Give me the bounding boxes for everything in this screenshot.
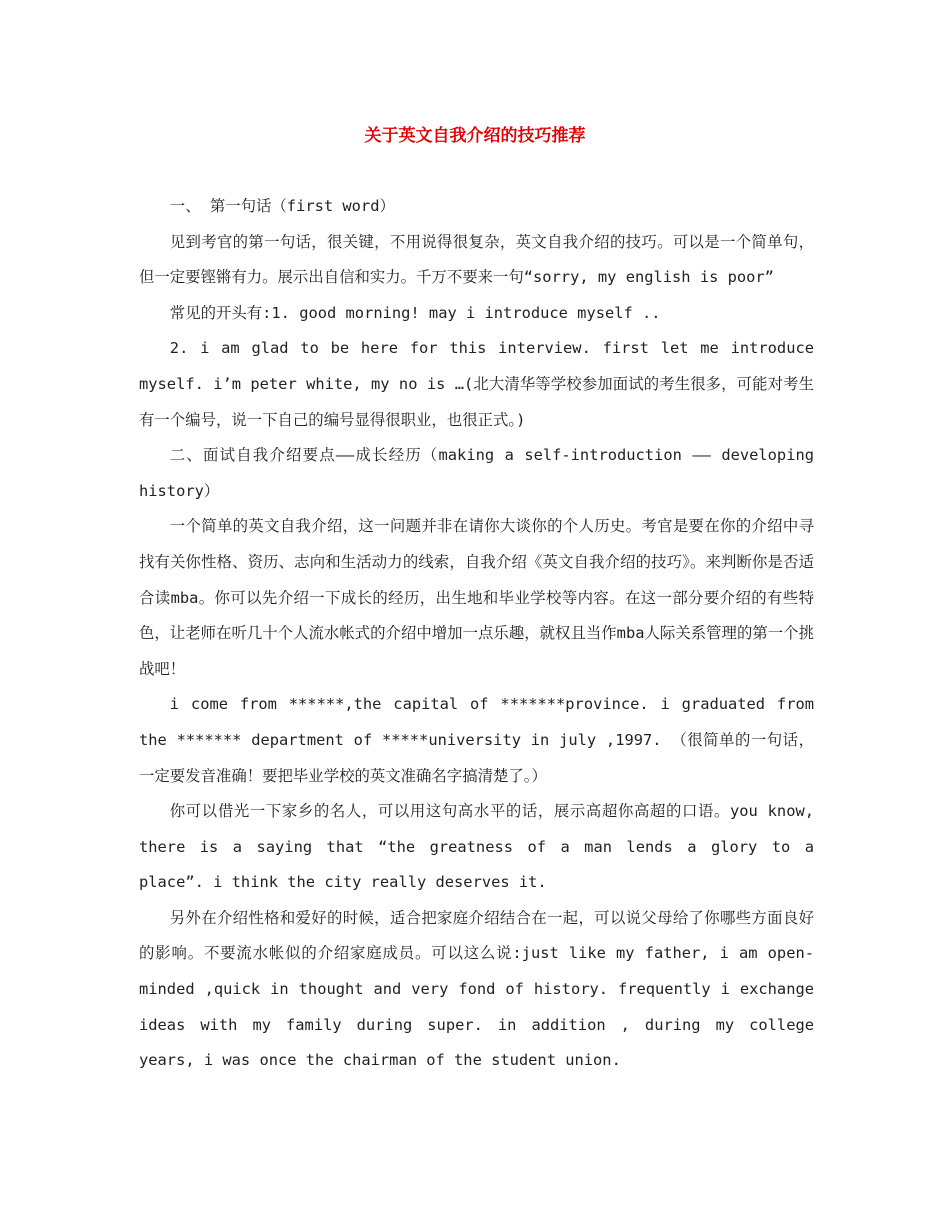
paragraph-personality-family: 另外在介绍性格和爱好的时候，适合把家庭介绍结合在一起，可以说父母给了你哪些方面良好的影响。不要流水帐似的介绍家庭成员。可以这么说:just like my father, i am open-minded ,quick in thought and very fond of history. frequently i exchange ideas with my family during super. in addition , during my college years, i was once the chairman of the student union. (139, 908, 814, 1070)
document-body (139, 189, 814, 1079)
section-heading-developing-history: 二、面试自我介绍要点——成长经历（making a self-introduction —— developing history） (139, 446, 814, 500)
paragraph-opening-example-2: 2. i am glad to be here for this interview. first let me introduce myself. i’m peter white, my no is …(北大清华等学校参加面试的考生很多，可能对考生有一个编号，说一下自己的编号显得很职业，也很正式。) (139, 339, 814, 429)
document-title: 关于英文自我介绍的技巧推荐 (364, 126, 586, 146)
paragraph-famous-saying: 你可以借光一下家乡的名人，可以用这句高水平的话，展示高超你高超的口语。you know, there is a saying that “the greatness of a man lends a glory to a place”. i think the city really deserves it. (139, 802, 814, 892)
section-heading-first-word: 一、 第一句话（first word） (169, 197, 395, 215)
paragraph-first-impression: 见到考官的第一句话，很关键，不用说得很复杂，英文自我介绍的技巧。可以是一个简单句，但一定要铿锵有力。展示出自信和实力。千万不要来一句“sorry, my english is poor” (139, 232, 814, 287)
paragraph-hometown-example: i come from ******,the capital of *******province. i graduated from the ******* department of *****university in july ,1997. （很简单的一句话，一定要发音准确！要把毕业学校的英文准确名字搞清楚了。） (139, 695, 814, 785)
paragraph-opening-example-1: 常见的开头有:1. good morning! may i introduce myself .. (169, 303, 661, 322)
paragraph-history-intro: 一个简单的英文自我介绍，这一问题并非在请你大谈你的个人历史。考官是要在你的介绍中寻找有关你性格、资历、志向和生活动力的线索，自我介绍《英文自我介绍的技巧》。来判断你是否适合读mba。你可以先介绍一下成长的经历，出生地和毕业学校等内容。在这一部分要介绍的有些特色，让老师在听几十个人流水帐式的介绍中增加一点乐趣，就权且当作mba人际关系管理的第一个挑战吧！ (139, 517, 814, 678)
